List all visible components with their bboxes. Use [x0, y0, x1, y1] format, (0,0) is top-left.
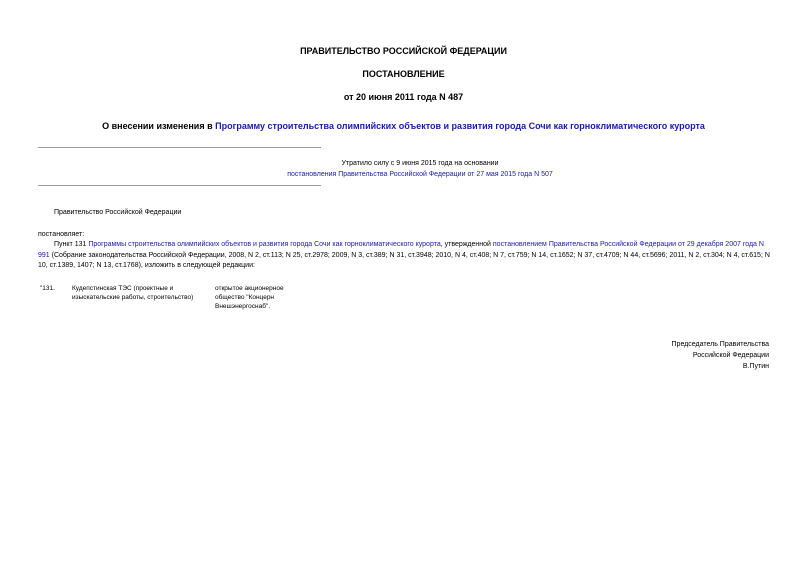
table-item-organization: открытое акционерное общество "Концерн Внешэнергоснаб".	[215, 285, 284, 310]
decides-label: постановляет:	[38, 231, 85, 238]
document-date-number: от 20 июня 2011 года N 487	[343, 92, 464, 102]
document-title	[0, 121, 807, 131]
notice-top-divider	[38, 147, 321, 148]
para-end: (Собрание законодательства Российской Федерации, 2008, N 2, ст.113; N 25, ст.2978; 2009, N 3, ст.389; N 31, ст.3948; 2010, N 4, ст.408; N 7, ст.759; N 14, ст.1652; N 37, ст.4709; N 44, ст.5696; 2011, N 2, ст.304; N 4, ст.615; N 10, ст.1389, 1407; N 13, ст.1768), изложить в следующей редакции:	[38, 251, 770, 269]
repeal-decree-link[interactable]: постановления Правительства Российской Федерации от 27 мая 2015 года N 507	[287, 171, 553, 178]
table-item-number: "131.	[40, 285, 55, 292]
table-item-name: Кудепстинская ТЭС (проектные и изыскательские работы, строительство)	[72, 285, 194, 301]
document-type-heading: ПОСТАНОВЛЕНИЕ	[362, 69, 445, 79]
notice-bottom-divider	[38, 185, 321, 186]
program-title-link[interactable]: Программу строительства олимпийских объектов и развития города Сочи как горноклиматического курорта	[215, 121, 705, 131]
government-heading: ПРАВИТЕЛЬСТВО РОССИЙСКОЙ ФЕДЕРАЦИИ	[300, 46, 507, 56]
signature-title-2: Российской Федерации	[692, 352, 769, 359]
approved-by-text: , утвержденной	[440, 241, 493, 248]
repeal-notice-line	[200, 170, 640, 180]
title-prefix: О внесении изменения в	[102, 121, 216, 131]
issuing-authority: Правительство Российской Федерации	[54, 209, 182, 216]
signature-title-1: Председатель Правительства	[671, 341, 769, 348]
decree-991-link[interactable]: постановлением Правительства Российской Федерации от 29 декабря 2007 года N 991	[38, 241, 764, 259]
program-link[interactable]: Программы строительства олимпийских объектов и развития города Сочи как горноклиматического курорта	[88, 241, 441, 248]
signature-name: В.Путин	[742, 363, 769, 370]
repeal-notice-text: Утратило силу с 9 июня 2015 года на основании	[341, 160, 499, 167]
amendment-paragraph	[38, 240, 770, 272]
para-start: Пункт 131	[54, 241, 89, 248]
